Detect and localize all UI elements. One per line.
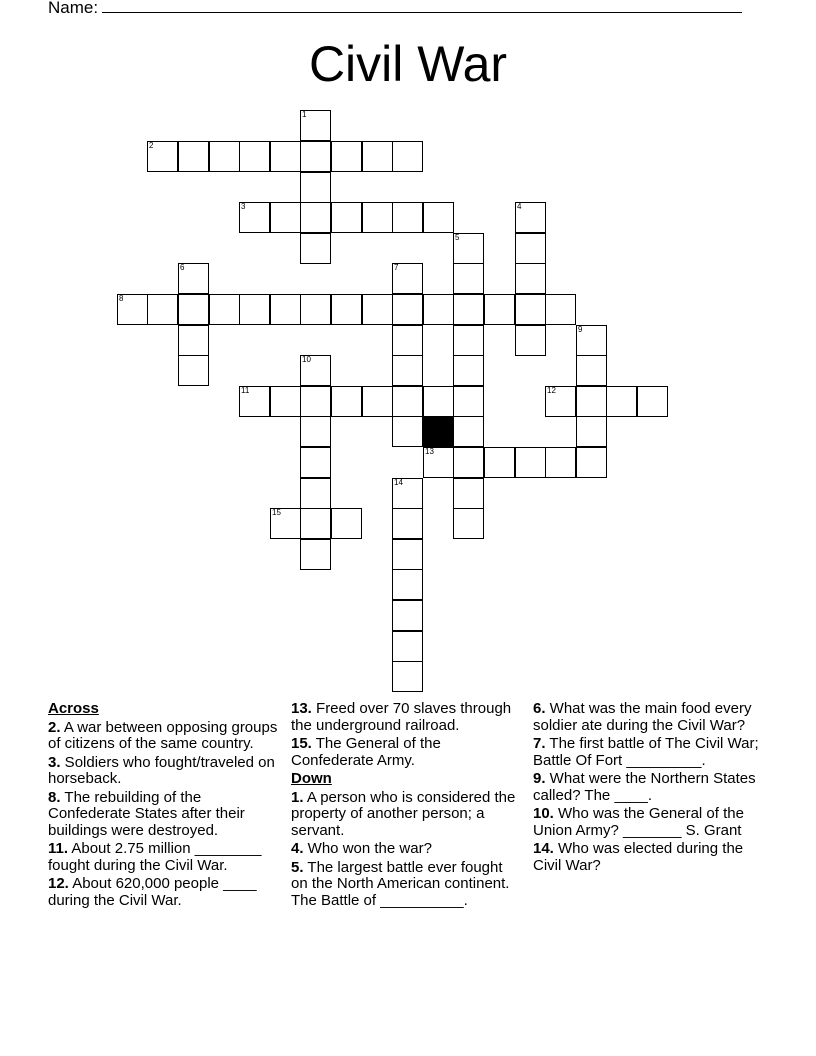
grid-cell[interactable] xyxy=(392,508,423,539)
clue-number-label: 8. xyxy=(48,788,61,806)
grid-cell[interactable] xyxy=(300,294,331,325)
clue-number-label: 12. xyxy=(48,875,69,892)
clue-text: A person who is considered the property of another person; a servant. xyxy=(291,788,516,839)
clues-column-2 xyxy=(291,701,523,911)
clue-text: Soldiers who fought/traveled on horseback. xyxy=(48,753,275,787)
clue-number: 6 xyxy=(180,263,185,272)
grid-cell[interactable] xyxy=(362,386,393,417)
clue-number: 3 xyxy=(241,202,246,211)
grid-cell[interactable] xyxy=(515,325,546,356)
grid-cell[interactable] xyxy=(392,386,423,417)
clue-number-label: 14. xyxy=(533,840,554,857)
clue-item xyxy=(533,771,765,804)
grid-cell[interactable] xyxy=(392,294,423,325)
grid-cell[interactable] xyxy=(392,631,423,662)
clue-number: 15 xyxy=(272,508,281,517)
black-square xyxy=(423,416,454,447)
grid-cell[interactable] xyxy=(331,202,362,233)
clue-number-label: 10. xyxy=(533,805,554,822)
clue-number-label: 13. xyxy=(291,700,312,717)
grid-cell[interactable] xyxy=(331,294,362,325)
clue-text: What was the main food every soldier ate during the Civil War? xyxy=(533,700,752,734)
grid-cell[interactable] xyxy=(392,141,423,172)
grid-cell[interactable] xyxy=(392,202,423,233)
grid-cell[interactable] xyxy=(545,447,576,478)
grid-cell[interactable] xyxy=(453,294,484,325)
grid-cell[interactable] xyxy=(484,447,515,478)
grid-cell[interactable] xyxy=(392,600,423,631)
grid-cell[interactable] xyxy=(270,202,301,233)
grid-cell[interactable] xyxy=(178,355,209,386)
clue-text: Who won the war? xyxy=(303,840,432,857)
grid-cell[interactable] xyxy=(300,478,331,509)
clue-item xyxy=(533,806,765,839)
grid-cell[interactable] xyxy=(300,141,331,172)
clue-item xyxy=(291,860,523,910)
clue-text: Who was elected during the Civil War? xyxy=(533,840,744,874)
clue-number-label: 7. xyxy=(533,735,546,752)
grid-cell[interactable] xyxy=(576,325,607,356)
clue-text: Freed over 70 slaves through the underground railroad. xyxy=(291,700,512,734)
grid-cell[interactable] xyxy=(423,294,454,325)
grid-cell[interactable] xyxy=(606,386,637,417)
clue-number: 10 xyxy=(302,355,311,364)
grid-cell[interactable] xyxy=(300,416,331,447)
grid-cell[interactable] xyxy=(545,294,576,325)
grid-cell[interactable] xyxy=(576,416,607,447)
clues-column-3 xyxy=(533,701,765,876)
clue-number-label: 5. xyxy=(291,858,304,876)
clue-number: 7 xyxy=(394,263,399,272)
grid-cell[interactable] xyxy=(147,141,178,172)
grid-cell[interactable] xyxy=(239,202,270,233)
clue-item xyxy=(291,701,523,734)
grid-cell[interactable] xyxy=(515,233,546,264)
grid-cell[interactable] xyxy=(453,263,484,294)
grid-cell[interactable] xyxy=(392,478,423,509)
clue-number: 11 xyxy=(241,386,250,395)
clue-number-label: 11. xyxy=(48,840,69,857)
clue-text: The rebuilding of the Confederate States after their buildings were destroyed. xyxy=(48,788,245,839)
grid-cell[interactable] xyxy=(331,386,362,417)
grid-cell[interactable] xyxy=(453,447,484,478)
clue-number: 4 xyxy=(517,202,522,211)
grid-cell[interactable] xyxy=(392,539,423,570)
grid-cell[interactable] xyxy=(300,233,331,264)
grid-cell[interactable] xyxy=(300,172,331,203)
grid-cell[interactable] xyxy=(576,355,607,386)
clue-item xyxy=(48,755,280,788)
grid-cell[interactable] xyxy=(515,447,546,478)
clue-number-label: 1. xyxy=(291,788,304,806)
grid-cell[interactable] xyxy=(270,294,301,325)
clue-item xyxy=(48,720,280,753)
clue-number: 12 xyxy=(547,386,556,395)
grid-cell[interactable] xyxy=(178,294,209,325)
grid-cell[interactable] xyxy=(515,294,546,325)
clue-number: 13 xyxy=(425,447,434,456)
clue-number: 5 xyxy=(455,233,460,242)
grid-cell[interactable] xyxy=(453,355,484,386)
grid-cell[interactable] xyxy=(362,141,393,172)
grid-cell[interactable] xyxy=(270,508,301,539)
clue-number: 8 xyxy=(119,294,124,303)
clue-number: 1 xyxy=(302,110,307,119)
clue-item xyxy=(533,736,765,769)
clue-item xyxy=(48,841,280,874)
grid-cell[interactable] xyxy=(300,539,331,570)
grid-cell[interactable] xyxy=(239,386,270,417)
grid-cell[interactable] xyxy=(453,325,484,356)
grid-cell[interactable] xyxy=(423,386,454,417)
clue-item xyxy=(533,841,765,874)
clue-text: Who was the General of the Union Army? _______ S. Grant xyxy=(533,805,744,839)
clue-item xyxy=(48,790,280,840)
clue-number-label: 9. xyxy=(533,770,546,787)
grid-cell[interactable] xyxy=(453,233,484,264)
clue-number-label: 2. xyxy=(48,718,61,736)
page-title: Civil War xyxy=(308,36,508,92)
grid-cell[interactable] xyxy=(453,478,484,509)
grid-cell[interactable] xyxy=(117,294,148,325)
grid-cell[interactable] xyxy=(637,386,668,417)
grid-cell[interactable] xyxy=(209,294,240,325)
grid-cell[interactable] xyxy=(331,141,362,172)
clue-text: The largest battle ever fought on the North American continent. The Battle of __________. xyxy=(291,858,510,909)
across-heading: Across xyxy=(48,700,99,717)
clue-item xyxy=(533,701,765,734)
clue-item xyxy=(291,841,523,858)
grid-cell[interactable] xyxy=(300,386,331,417)
grid-cell[interactable] xyxy=(270,141,301,172)
grid-cell[interactable] xyxy=(545,386,576,417)
grid-cell[interactable] xyxy=(147,294,178,325)
grid-cell[interactable] xyxy=(300,110,331,141)
grid-cell[interactable] xyxy=(300,355,331,386)
grid-cell[interactable] xyxy=(300,508,331,539)
grid-cell[interactable] xyxy=(392,661,423,692)
grid-cell[interactable] xyxy=(576,386,607,417)
grid-cell[interactable] xyxy=(453,416,484,447)
name-label: Name: xyxy=(48,0,99,17)
grid-cell[interactable] xyxy=(209,141,240,172)
grid-cell[interactable] xyxy=(178,325,209,356)
grid-cell[interactable] xyxy=(515,202,546,233)
clue-text: The General of the Confederate Army. xyxy=(291,735,441,769)
grid-cell[interactable] xyxy=(392,263,423,294)
grid-cell[interactable] xyxy=(423,447,454,478)
grid-cell[interactable] xyxy=(239,294,270,325)
clue-item xyxy=(48,876,280,909)
clue-text: A war between opposing groups of citizens of the same country. xyxy=(48,718,278,752)
grid-cell[interactable] xyxy=(300,447,331,478)
clue-text: The first battle of The Civil War; Battle Of Fort _________. xyxy=(533,735,759,769)
clue-number-label: 4. xyxy=(291,840,304,857)
grid-cell[interactable] xyxy=(392,569,423,600)
clue-number-label: 3. xyxy=(48,753,61,771)
grid-cell[interactable] xyxy=(576,447,607,478)
grid-cell[interactable] xyxy=(423,202,454,233)
clue-text: About 2.75 million ________ fought during the Civil War. xyxy=(48,840,262,874)
clue-item xyxy=(291,790,523,840)
grid-cell[interactable] xyxy=(331,508,362,539)
clues-column-1 xyxy=(48,701,280,911)
grid-cell[interactable] xyxy=(453,386,484,417)
grid-cell[interactable] xyxy=(392,416,423,447)
grid-cell[interactable] xyxy=(392,325,423,356)
clue-number: 9 xyxy=(578,325,583,334)
grid-cell[interactable] xyxy=(178,263,209,294)
clue-text: What were the Northern States called? The ____. xyxy=(533,770,756,804)
grid-cell[interactable] xyxy=(392,355,423,386)
clue-number-label: 6. xyxy=(533,700,546,717)
grid-cell[interactable] xyxy=(270,386,301,417)
clue-number: 14 xyxy=(394,478,403,487)
clue-text: About 620,000 people ____ during the Civil War. xyxy=(48,875,257,909)
down-heading: Down xyxy=(291,770,332,787)
grid-cell[interactable] xyxy=(362,202,393,233)
grid-cell[interactable] xyxy=(178,141,209,172)
grid-cell[interactable] xyxy=(239,141,270,172)
grid-cell[interactable] xyxy=(515,263,546,294)
grid-cell[interactable] xyxy=(484,294,515,325)
clue-number: 2 xyxy=(149,141,154,150)
grid-cell[interactable] xyxy=(362,294,393,325)
grid-cell[interactable] xyxy=(300,202,331,233)
grid-cell[interactable] xyxy=(453,508,484,539)
clue-item xyxy=(291,736,523,769)
clue-number-label: 15. xyxy=(291,735,312,752)
